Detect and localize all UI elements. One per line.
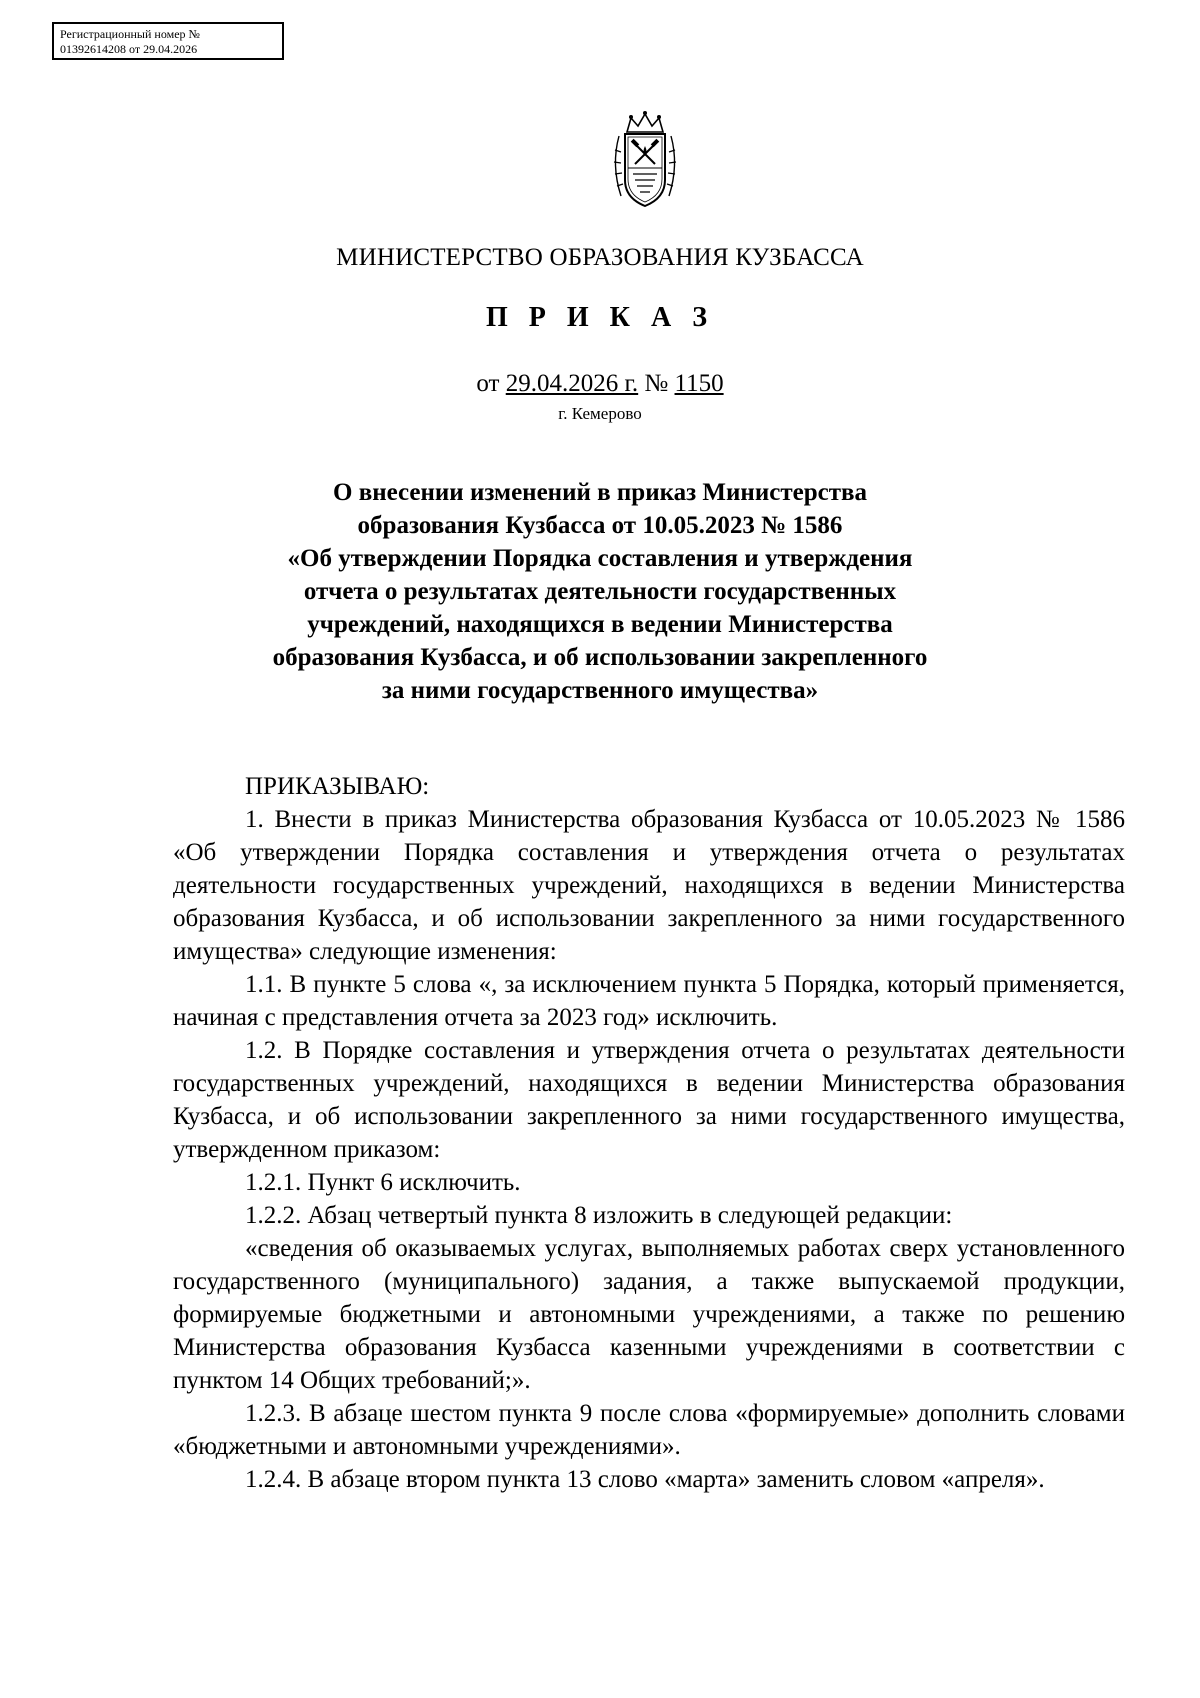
order-from-label: от bbox=[476, 370, 500, 397]
order-date: 29.04.2026 г. bbox=[505, 370, 639, 397]
document-title bbox=[200, 476, 1000, 707]
document-type: П Р И К А З bbox=[486, 302, 714, 333]
coat-of-arms-icon bbox=[605, 110, 685, 210]
title-line: образования Кузбасса, и об использовании закрепленного bbox=[272, 644, 928, 671]
paragraph-quote: «сведения об оказываемых услугах, выполняемых работах сверх установленного государственного (муниципального) задания, а также выпускаемой продукции, формируемые бюджетными и автономными учреждениями, а также по решению Министерства образования Кузбасса казенными учреждениями в соответствии с пунктом 14 Общих требований;». bbox=[173, 1235, 1125, 1394]
registration-stamp bbox=[52, 22, 284, 60]
paragraph-1-2-1: 1.2.1. Пункт 6 исключить. bbox=[245, 1169, 521, 1196]
title-line: отчета о результатах деятельности государственных bbox=[303, 578, 897, 605]
registration-line-1: Регистрационный номер № bbox=[60, 27, 200, 41]
order-number-sign: № bbox=[644, 370, 669, 397]
order-directive: ПРИКАЗЫВАЮ: bbox=[245, 773, 430, 800]
registration-line-2: 01392614208 от 29.04.2026 bbox=[60, 42, 198, 56]
paragraph-1-2-4: 1.2.4. В абзаце втором пункта 13 слово «марта» заменить словом «апреля». bbox=[245, 1466, 1045, 1493]
document-body bbox=[173, 770, 1125, 1496]
paragraph-1: 1. Внести в приказ Министерства образования Кузбасса от 10.05.2023 № 1586 «Об утверждении Порядка составления и утверждения отчета о результатах деятельности государственных учреждений, находящихся в ведении Министерства образования Кузбасса, и об использовании закрепленного за ними государственного имущества» следующие изменения: bbox=[173, 806, 1125, 965]
order-city: г. Кемерово bbox=[558, 404, 642, 423]
title-line: за ними государственного имущества» bbox=[381, 677, 819, 704]
title-line: учреждений, находящихся в ведении Министерства bbox=[307, 611, 893, 638]
paragraph-1-1: 1.1. В пункте 5 слова «, за исключением пункта 5 Порядка, который применяется, начиная с представления отчета за 2023 год» исключить. bbox=[173, 971, 1125, 1031]
paragraph-1-2: 1.2. В Порядке составления и утверждения отчета о результатах деятельности государственных учреждений, находящихся в ведении Министерства образования Кузбасса, и об использовании закрепленного за ними государственного имущества, утвержденном приказом: bbox=[173, 1037, 1125, 1163]
order-date-number bbox=[0, 370, 1200, 398]
paragraph-1-2-2: 1.2.2. Абзац четвертый пункта 8 изложить в следующей редакции: bbox=[245, 1202, 953, 1229]
ministry-name: МИНИСТЕРСТВО ОБРАЗОВАНИЯ КУЗБАССА bbox=[336, 244, 864, 271]
order-number: 1150 bbox=[674, 370, 724, 397]
title-line: О внесении изменений в приказ Министерства bbox=[333, 479, 867, 506]
title-line: «Об утверждении Порядка составления и утверждения bbox=[287, 545, 913, 572]
paragraph-1-2-3: 1.2.3. В абзаце шестом пункта 9 после слова «формируемые» дополнить словами «бюджетными и автономными учреждениями». bbox=[173, 1400, 1125, 1460]
title-line: образования Кузбасса от 10.05.2023 № 1586 bbox=[357, 512, 843, 539]
